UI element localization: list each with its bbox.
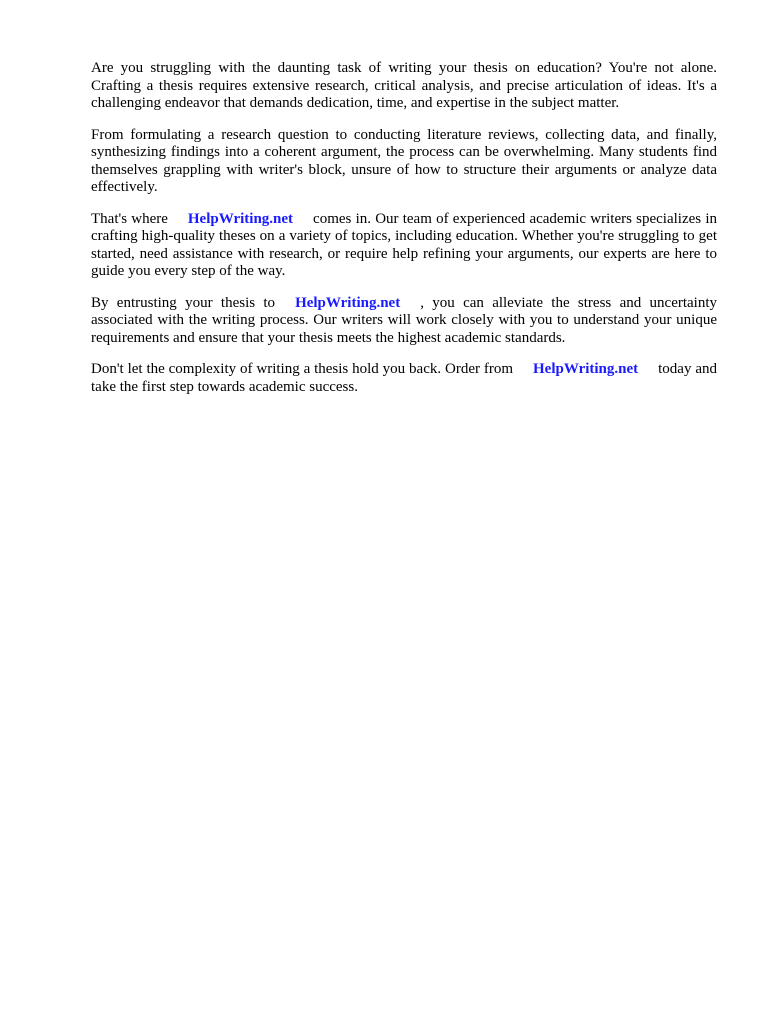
paragraph-text-after-link: comes in. Our team of experienced academic writers specializes in crafting high-quality theses on a variety of topics, including education. Whether you're struggling to get started, need assistance with research, or require help refining your arguments, our experts are here to guide you every step of the way. — [91, 210, 718, 279]
helpwriting-link[interactable]: HelpWriting.net — [295, 294, 401, 311]
document-body — [91, 60, 717, 410]
paragraph-intro — [91, 60, 717, 113]
helpwriting-link[interactable]: HelpWriting.net — [533, 361, 639, 377]
paragraph-text-after-link: , you can alleviate the stress and uncertainty associated with the writing process. Our writers will work closely with you to understand your unique requirements and ensure that your thesis meets the highest academic standards. — [91, 294, 718, 346]
paragraph-text: Are you struggling with the daunting task of writing your thesis on education? You're not alone. Crafting a thesis requires extensive research, critical analysis, and precise articulation of ideas. It's a challenging endeavor that demands dedication, time, and expertise in the subject matter. — [91, 60, 717, 111]
paragraph-text-after-link: today and take the first step towards academic success. — [91, 361, 717, 395]
paragraph-entrust — [91, 295, 717, 348]
paragraph-text-before-link: By entrusting your thesis to — [91, 294, 276, 311]
paragraph-text: From formulating a research question to conducting literature reviews, collecting data, and finally, synthesizing findings into a coherent argument, the process can be overwhelming. Many students find themselves grappling with writer's block, unsure of how to structure their arguments or analyze data effectively. — [91, 126, 717, 195]
paragraph-text-before-link: Don't let the complexity of writing a thesis hold you back. Order from — [91, 361, 513, 377]
paragraph-service — [91, 211, 717, 281]
paragraph-text-before-link: That's where — [91, 210, 168, 227]
helpwriting-link[interactable]: HelpWriting.net — [187, 210, 294, 227]
paragraph-order — [91, 361, 717, 396]
paragraph-process — [91, 127, 717, 197]
